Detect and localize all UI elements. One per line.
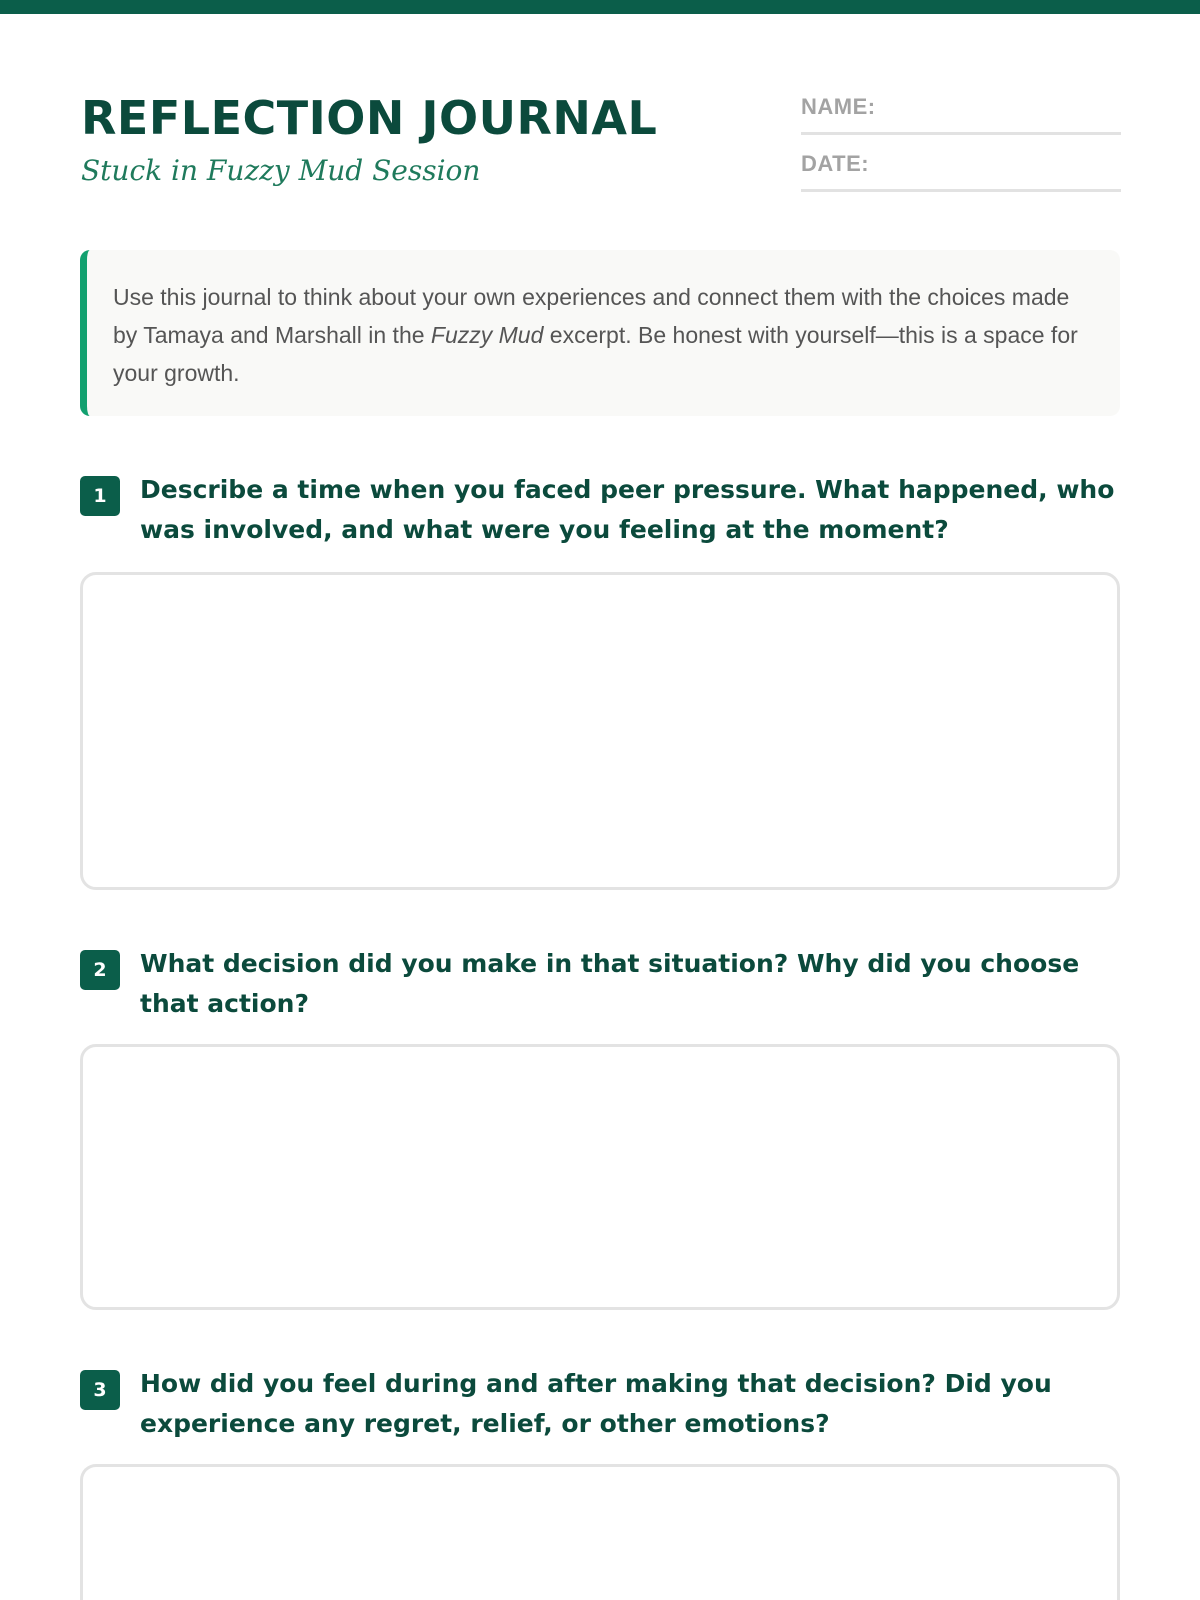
intro-book-title: Fuzzy Mud [430, 322, 544, 348]
page-header [81, 88, 1121, 198]
answer-box-2[interactable] [80, 1044, 1120, 1310]
top-accent-bar [0, 0, 1200, 14]
answer-box-1[interactable] [80, 572, 1120, 890]
page-title: REFLECTION JOURNAL [81, 91, 658, 145]
page-subtitle: Stuck in Fuzzy Mud Session [81, 154, 481, 187]
date-field[interactable] [801, 145, 1121, 192]
intro-callout [80, 250, 1120, 416]
student-info [801, 88, 1121, 202]
name-field[interactable] [801, 88, 1121, 135]
question-number-badge: 3 [80, 1370, 120, 1410]
intro-text-after: excerpt. Be honest with yourself—this is a space for your growth. [113, 322, 1078, 386]
intro-text-before: Use this journal to think about your own experiences and connect them with the choices made by Tamaya and Marshall in the [113, 284, 1070, 348]
question-text: How did you feel during and after making that decision? Did you experience any regret, relief, or other emotions? [140, 1369, 1052, 1438]
question-number-badge: 2 [80, 950, 120, 990]
question-number-badge: 1 [80, 476, 120, 516]
name-label: NAME: [801, 94, 876, 119]
intro-text [113, 278, 1092, 392]
date-label: DATE: [801, 151, 870, 176]
question-text: What decision did you make in that situation? Why did you choose that action? [140, 949, 1080, 1018]
question-text: Describe a time when you faced peer pressure. What happened, who was involved, and what were you feeling at the moment? [140, 475, 1115, 544]
answer-box-3[interactable] [80, 1464, 1120, 1600]
